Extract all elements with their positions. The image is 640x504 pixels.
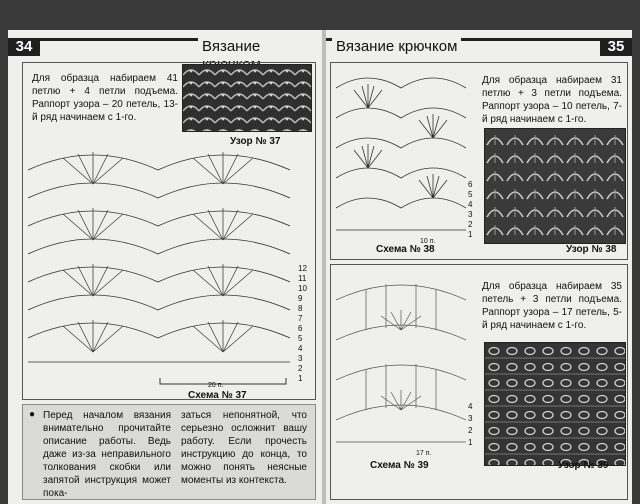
- row-number: 5: [468, 190, 473, 199]
- row-number: 1: [468, 230, 473, 239]
- note-column-2: заться непонятной, что серьезно осложнит вашу работу. Если прочесть инструкцию до конца, то можно понять неясные моменты из контекста.: [181, 410, 307, 486]
- note-box: [22, 404, 316, 500]
- pattern-photo: [182, 64, 312, 132]
- knit-texture: [485, 129, 625, 243]
- knit-texture: [485, 343, 625, 465]
- crochet-diagram-39: [336, 270, 466, 450]
- header-title: Вязание крючком: [332, 38, 461, 56]
- row-number: 12: [298, 264, 307, 273]
- diagram-caption: Схема № 39: [370, 460, 429, 471]
- page-number: 34: [8, 38, 40, 56]
- page-number: 35: [600, 38, 632, 56]
- pattern-39-photo: [484, 342, 626, 466]
- row-number: 6: [468, 180, 473, 189]
- row-number: 9: [298, 294, 303, 303]
- knit-texture: [183, 65, 311, 131]
- row-number: 4: [298, 344, 303, 353]
- crochet-diagram-38: [336, 68, 466, 238]
- pattern-description: Для образца набираем 41 петлю + 4 петли подъема. Раппорт узора – 20 петель, 13-й ряд начинаем с 1-го.: [32, 73, 178, 123]
- book-spread: [8, 30, 632, 504]
- right-page: [326, 30, 632, 504]
- photo-caption: Узор № 39: [558, 460, 609, 471]
- row-number: 4: [468, 200, 473, 209]
- repeat-label: 20 п.: [208, 382, 224, 389]
- row-number: 1: [468, 438, 473, 447]
- row-number: 7: [298, 314, 303, 323]
- diagram-caption: Схема № 38: [376, 244, 435, 255]
- row-number: 3: [468, 414, 473, 423]
- row-number: 2: [298, 364, 303, 373]
- row-number: 8: [298, 304, 303, 313]
- row-number: 3: [468, 210, 473, 219]
- pattern-39-description: Для образца набираем 35 петель + 3 петли подъема. Раппорт узора – 17 петель, 5-й ряд начинаем с 1-го.: [482, 281, 622, 331]
- diagram-caption: Схема № 37: [188, 390, 247, 401]
- pattern-38-description: Для образца набираем 31 петлю + 3 петли подъема. Раппорт узора – 10 петель, 7-й ряд начинаем с 1-го.: [482, 75, 622, 125]
- note-column-1: Перед началом вязания внимательно прочитайте описание работы. Ведь даже из-за неправильного толкования скобки или запятой инструкция может пока-: [43, 410, 171, 499]
- crochet-diagram: [28, 150, 290, 370]
- row-number: 3: [298, 354, 303, 363]
- repeat-label: 10 п.: [420, 238, 436, 245]
- pattern-38-photo: [484, 128, 626, 244]
- bullet-icon: ●: [29, 409, 36, 420]
- repeat-label: 17 п.: [416, 450, 432, 457]
- row-number: 11: [298, 274, 307, 283]
- row-number: 5: [298, 334, 303, 343]
- row-number: 2: [468, 220, 473, 229]
- photo-caption: Узор № 37: [230, 136, 281, 147]
- row-number: 6: [298, 324, 303, 333]
- row-number: 1: [298, 374, 303, 383]
- photo-caption: Узор № 38: [566, 244, 617, 255]
- row-number: 2: [468, 426, 473, 435]
- row-number: 4: [468, 402, 473, 411]
- header-title: Вязание: [198, 38, 322, 56]
- row-number: 10: [298, 284, 307, 293]
- left-page: [8, 30, 322, 504]
